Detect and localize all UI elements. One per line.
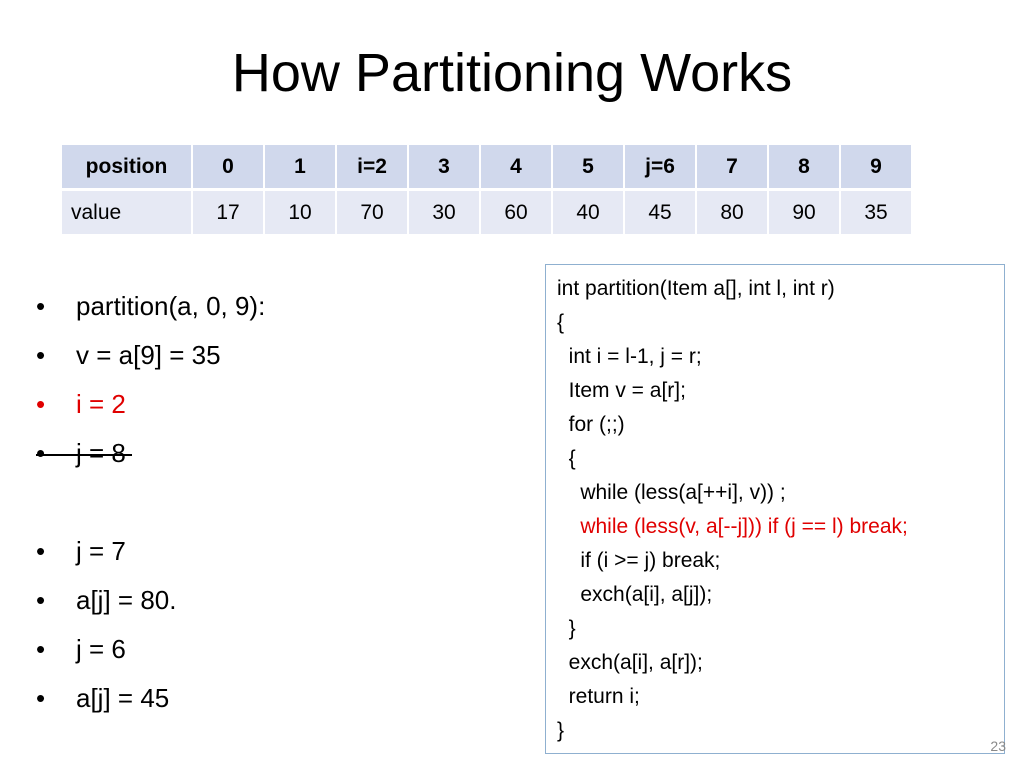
table-header-row	[61, 145, 912, 190]
position-cell: 8	[768, 145, 840, 190]
slide-number: 23	[990, 738, 1006, 754]
position-cell: i=2	[336, 145, 408, 190]
code-line: return i;	[557, 685, 640, 708]
bullet-text: a[j] = 45	[76, 683, 170, 713]
bullet-text: j = 8	[76, 438, 126, 468]
position-cell: j=6	[624, 145, 696, 190]
code-line: while (less(a[++i], v)) ;	[557, 481, 786, 504]
value-label: value	[61, 190, 192, 235]
bullet-item	[36, 674, 265, 723]
code-line: exch(a[i], a[r]);	[557, 651, 703, 674]
value-cell: 80	[696, 190, 768, 235]
code-line: for (;;)	[557, 413, 625, 436]
position-cell: 9	[840, 145, 912, 190]
bullet-text: j = 7	[76, 536, 126, 566]
value-cell: 10	[264, 190, 336, 235]
position-cell: 7	[696, 145, 768, 190]
bullet-dot-icon: •	[36, 585, 46, 615]
value-cell: 45	[624, 190, 696, 235]
bullet-dot-icon: •	[36, 683, 46, 713]
bullet-dot-icon: •	[36, 340, 46, 370]
code-line-highlighted: while (less(v, a[--j])) if (j == l) break;	[557, 515, 908, 538]
bullet-text: v = a[9] = 35	[76, 340, 221, 370]
table-value-row	[61, 190, 912, 235]
slide-title: How Partitioning Works	[231, 43, 793, 103]
code-line: {	[557, 311, 565, 334]
position-cell: 3	[408, 145, 480, 190]
code-listing-box	[545, 264, 1005, 754]
value-cell: 90	[768, 190, 840, 235]
bullet-dot-icon: •	[36, 438, 46, 468]
code-line: if (i >= j) break;	[557, 549, 721, 572]
bullet-dot-icon: •	[36, 389, 46, 419]
bullet-item	[36, 282, 265, 331]
code-line: }	[557, 617, 576, 640]
value-cell: 17	[192, 190, 264, 235]
bullet-text: partition(a, 0, 9):	[76, 291, 266, 321]
bullet-item	[36, 331, 265, 380]
value-cell: 35	[840, 190, 912, 235]
position-label: position	[61, 145, 192, 190]
bullet-item-struck	[36, 429, 265, 478]
bullet-item	[36, 527, 265, 576]
code-line: {	[557, 447, 576, 470]
bullet-dot-icon: •	[36, 634, 46, 664]
bullet-text: i = 2	[76, 389, 126, 419]
bullet-item-highlighted	[36, 380, 265, 429]
value-cell: 30	[408, 190, 480, 235]
bullet-spacer	[36, 478, 265, 527]
bullet-text: j = 6	[76, 634, 126, 664]
bullet-dot-icon: •	[36, 536, 46, 566]
position-cell: 0	[192, 145, 264, 190]
code-line: int partition(Item a[], int l, int r)	[557, 277, 835, 300]
position-cell: 1	[264, 145, 336, 190]
position-cell: 5	[552, 145, 624, 190]
bullet-text: a[j] = 80.	[76, 585, 177, 615]
value-cell: 40	[552, 190, 624, 235]
code-line: exch(a[i], a[j]);	[557, 583, 713, 606]
trace-bullet-list	[36, 282, 265, 723]
position-table	[60, 145, 913, 234]
position-cell: 4	[480, 145, 552, 190]
code-line: int i = l-1, j = r;	[557, 345, 702, 368]
bullet-dot-icon: •	[36, 291, 46, 321]
code-line: Item v = a[r];	[557, 379, 686, 402]
value-cell: 70	[336, 190, 408, 235]
value-cell: 60	[480, 190, 552, 235]
bullet-item	[36, 625, 265, 674]
code-line: }	[557, 719, 565, 742]
bullet-item	[36, 576, 265, 625]
